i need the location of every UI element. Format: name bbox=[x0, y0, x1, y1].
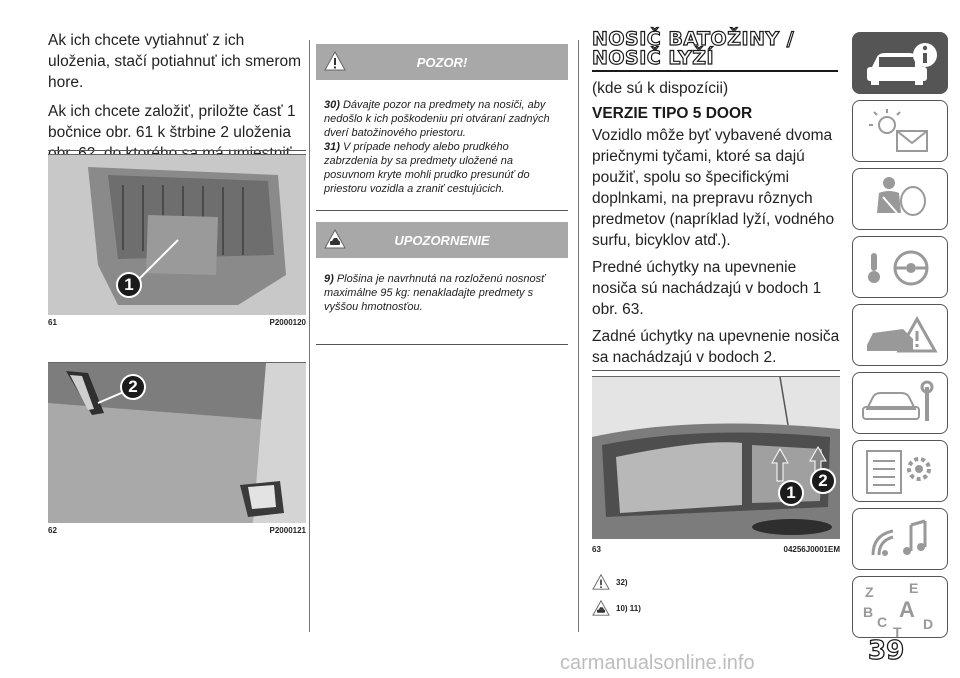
figure-code: P2000120 bbox=[269, 318, 306, 327]
note-number: 30) bbox=[324, 99, 340, 111]
index-letter: T bbox=[893, 624, 902, 639]
warning-triangle-icon bbox=[592, 574, 610, 590]
safety-airbag-icon bbox=[853, 169, 949, 231]
index-letters-icon bbox=[853, 577, 949, 639]
multimedia-icon bbox=[853, 509, 949, 571]
figure-code: P2000121 bbox=[269, 526, 306, 535]
divider bbox=[592, 370, 840, 371]
paragraph: Ak ich chcete založiť, priložte časť 1 bočnice obr. 61 k štrbine 2 uloženia bbox=[48, 103, 296, 141]
chapter-sidebar bbox=[852, 32, 948, 644]
callout-2: 2 bbox=[120, 374, 146, 400]
watermark: carmanualsonline.info bbox=[560, 652, 755, 674]
sidebar-item-maintenance[interactable] bbox=[852, 372, 948, 434]
figure-62-image bbox=[48, 362, 306, 523]
notice-title: UPOZORNENIE bbox=[394, 232, 490, 248]
column-separator bbox=[578, 40, 579, 632]
car-roof-illustration bbox=[592, 377, 840, 539]
index-letter: Z bbox=[865, 584, 874, 600]
caution-title: POZOR! bbox=[416, 54, 468, 70]
subheading: VERZIE TIPO 5 DOOR bbox=[592, 105, 753, 122]
figure-code: 04256J0001EM bbox=[783, 545, 840, 554]
sidebar-item-emergency[interactable] bbox=[852, 304, 948, 366]
figure-61-image bbox=[48, 154, 306, 315]
caution-item bbox=[324, 140, 564, 196]
sidebar-item-starting-driving[interactable] bbox=[852, 236, 948, 298]
specifications-gear-icon bbox=[853, 441, 949, 503]
paragraph: Vozidlo môže byť vybavené dvoma priečnymi tyčami, ktoré sa dajú použiť, spolu so špecifickými doplnkami, na prepravu rôznych predmetov (napríklad lyží, vodného surfu, bicyklov atď.). bbox=[592, 127, 835, 249]
notice-item bbox=[324, 272, 564, 314]
heading-line: NOSIČ LYŽÍ bbox=[592, 47, 715, 69]
callout-2: 2 bbox=[810, 468, 836, 494]
index-letter: C bbox=[877, 614, 888, 630]
figure-63-image bbox=[592, 376, 840, 539]
figure-63-caption bbox=[592, 545, 840, 554]
note-text: Plošina je navrhnutá na rozloženú nosnosť maximálne 95 kg: nenakladajte predmety s vyššou hmotnosťou. bbox=[324, 273, 545, 313]
note-number: 9) bbox=[324, 273, 334, 285]
car-warning-icon bbox=[324, 229, 346, 249]
note-number: 31) bbox=[324, 141, 340, 153]
note-text: Dávajte pozor na predmety na nosiči, aby nedošlo k ich poškodeniu pri otváraní zadných dverí batožinového priestoru. bbox=[324, 99, 550, 139]
paragraph: Zadné úchytky na upevnenie nosiča sa nachádzajú v bodoch 2. bbox=[592, 328, 840, 366]
figure-61-caption bbox=[48, 318, 306, 327]
trunk-slot-illustration bbox=[48, 363, 306, 523]
reference-numbers: 10) 11) bbox=[616, 603, 641, 613]
figure-62-caption bbox=[48, 526, 306, 535]
notice-body bbox=[324, 272, 564, 314]
sidebar-item-multimedia[interactable] bbox=[852, 508, 948, 570]
page-number: 39 bbox=[868, 636, 905, 666]
panel-illustration bbox=[48, 155, 306, 315]
column-separator bbox=[309, 40, 310, 632]
reference-numbers: 32) bbox=[616, 577, 628, 587]
section-heading bbox=[592, 30, 840, 68]
sidebar-item-dashboard-lights[interactable] bbox=[852, 100, 948, 162]
reference-row bbox=[592, 574, 628, 590]
car-info-icon bbox=[853, 33, 949, 95]
sidebar-item-safety[interactable] bbox=[852, 168, 948, 230]
divider bbox=[48, 150, 306, 151]
sidebar-item-index[interactable] bbox=[852, 576, 948, 638]
index-letter: E bbox=[909, 580, 919, 596]
callout-1: 1 bbox=[778, 480, 804, 506]
figure-number: 62 bbox=[48, 526, 57, 535]
note-text: V prípade nehody alebo prudkého zabrzdenia by sa predmety uložené na posuvnom kryte mohli prudko presunúť do priestoru vozidla a zraniť cestujúcich. bbox=[324, 141, 530, 195]
maintenance-car-wrench-icon bbox=[853, 373, 949, 435]
index-letter: B bbox=[863, 604, 874, 620]
heading-line: NOSIČ BATOŽINY / bbox=[592, 28, 795, 50]
figure-number: 63 bbox=[592, 545, 601, 554]
reference-row bbox=[592, 600, 641, 616]
index-letter: D bbox=[923, 616, 934, 632]
car-warning-icon bbox=[592, 600, 610, 616]
index-letter: A bbox=[899, 597, 915, 622]
paragraph: Predné úchytky na upevnenie nosiča sú nachádzajú v bodoch 1 obr. 63. bbox=[592, 259, 822, 318]
divider bbox=[316, 210, 568, 211]
emergency-triangle-icon bbox=[853, 305, 949, 367]
sidebar-item-specifications[interactable] bbox=[852, 440, 948, 502]
paragraph: Ak ich chcete vytiahnuť z ich uloženia, stačí potiahnuť ich smerom hore. bbox=[48, 32, 302, 91]
notice-header bbox=[316, 222, 568, 258]
heading-rule bbox=[592, 70, 838, 72]
divider bbox=[316, 344, 568, 345]
sidebar-item-car-info[interactable] bbox=[852, 32, 948, 94]
dashboard-lights-icon bbox=[853, 101, 949, 163]
caution-body bbox=[324, 98, 564, 196]
figure-number: 61 bbox=[48, 318, 57, 327]
callout-1: 1 bbox=[116, 272, 142, 298]
caution-item bbox=[324, 98, 564, 140]
caution-header bbox=[316, 44, 568, 80]
warning-triangle-icon bbox=[324, 51, 346, 71]
subtitle: (kde sú k dispozícii) bbox=[592, 80, 729, 97]
key-steering-wheel-icon bbox=[853, 237, 949, 299]
